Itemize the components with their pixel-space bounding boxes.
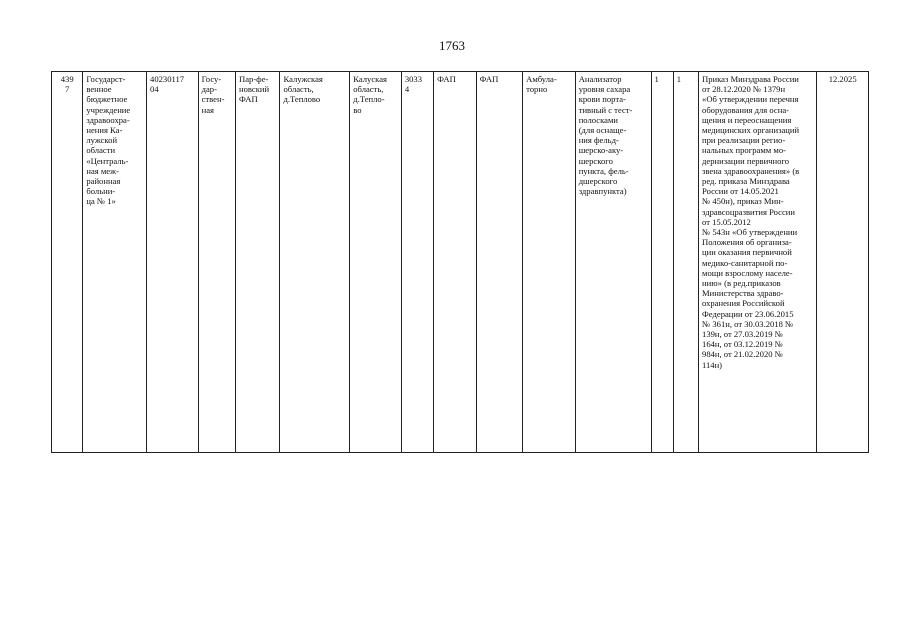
oktmo-cell: 3033 4	[401, 72, 433, 453]
equipment-cell: Анализатор уровня сахара крови порта- тивный с тест- полосками (для оснаще- ния фельд- шерско-аку- шерского пункта, фель- дшерского здравпункта)	[575, 72, 651, 453]
organization-cell: Государст- венное бюджетное учреждение здравоохра- нения Ка- лужской области «Централь- ная меж- районная больни- ца № 1»	[83, 72, 147, 453]
page-number: 1763	[439, 38, 465, 53]
address-cell: Калужская область, д.Теплово	[280, 72, 350, 453]
facility-kind-cell: ФАП	[434, 72, 476, 453]
location-cell: Калуская область, д.Тепло- во	[350, 72, 402, 453]
ownership-type-cell: Госу- дар- ствен- ная	[198, 72, 235, 453]
quantity-cell: 1	[651, 72, 673, 453]
equipment-table	[51, 71, 869, 453]
care-conditions-cell: Амбула- торно	[523, 72, 576, 453]
unit-name-cell: Пар-фе- новский ФАП	[236, 72, 280, 453]
facility-kind-2-cell: ФАП	[476, 72, 523, 453]
org-code-cell: 40230117 04	[147, 72, 199, 453]
date-cell: 12.2025	[817, 72, 869, 453]
quantity-2-cell: 1	[673, 72, 698, 453]
legal-basis-cell: Приказ Минздрава России от 28.12.2020 № 1379н «Об утверждении перечня оборудования для осна- щения и переоснащения медицинских организаций при реализации регио- нальных программ мо- дернизации первичного звена здравоохранения» (в ред. приказа Минздрава России от 14.05.2021 № 450н), приказ Мин- здравсоцразвития России от 15.05.2012 № 543н «Об утверждении Положения об организа- ции оказания первичной медико-санитарной по- мощи взрослому населе- нию» (в ред.приказов Министерства здраво- охранения Российской Федерации от 23.06.2015 № 361н, от 30.03.2018 № 139н, от 27.03.2019 № 164н, от 03.12.2019 № 984н, от 21.02.2020 № 114н)	[699, 72, 817, 453]
table-row	[52, 72, 869, 453]
row-number-cell: 439 7	[52, 72, 83, 453]
